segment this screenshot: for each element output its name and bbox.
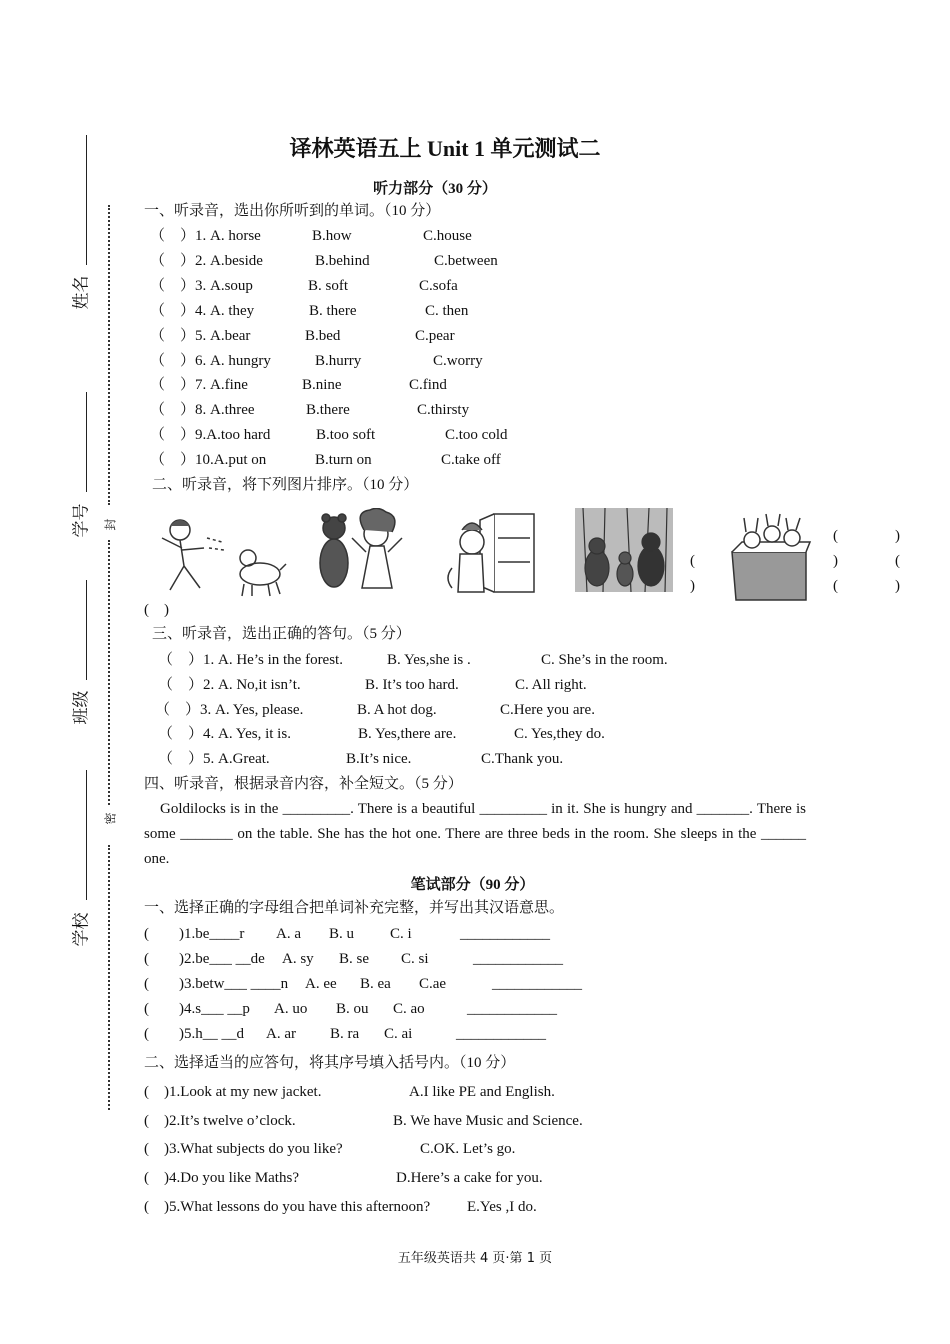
word-option-c-3: C.sofa <box>419 277 458 294</box>
seal-mark-feng: 封 <box>103 518 118 531</box>
reply-option-c-3: C.Here you are. <box>500 701 595 718</box>
word-question-2: （ ）2. A.beside <box>150 252 263 269</box>
letters-option-c-3: C.ae <box>419 976 447 992</box>
response-option-4: D.Here’s a cake for you. <box>396 1170 543 1187</box>
picture-boy-and-dog <box>152 508 287 600</box>
margin-label-name: 姓名 <box>71 275 92 310</box>
response-question-3: ( )3.What subjects do you like? <box>144 1141 343 1158</box>
reply-question-1: （ ）1. A. He’s in the forest. <box>158 652 343 668</box>
seal-dotted-line-1 <box>108 205 110 505</box>
response-question-1: ( )1.Look at my new jacket. <box>144 1084 322 1100</box>
picture-bear-and-girl <box>310 508 412 592</box>
word-option-c-2: C.between <box>434 252 498 269</box>
reply-option-b-5: B.It’s nice. <box>346 751 412 768</box>
blank-open-1: ( <box>833 528 838 544</box>
margin-line-3 <box>86 580 87 680</box>
word-option-c-9: C.too cold <box>445 427 508 444</box>
margin-label-school: 学校 <box>71 912 92 947</box>
word-option-c-8: C.thirsty <box>417 402 470 419</box>
letters-option-a-4: A. uo <box>274 1001 308 1017</box>
letters-option-b-2: B. se <box>339 951 369 967</box>
writing-s2-title: 二、选择适当的应答句，将其序号填入括号内。（10 分） <box>144 1055 516 1071</box>
meaning-blank-4: ____________ <box>467 1001 557 1017</box>
listening-s3-title: 三、听录音，选出正确的答句。（5 分） <box>152 626 411 642</box>
listening-s4-title: 四、听录音，根据录音内容，补全短文。（5 分） <box>144 776 463 792</box>
word-option-b-6: B.hurry <box>315 352 362 369</box>
listening-heading: 听力部分（30 分） <box>373 181 497 197</box>
word-question-4: （ ）4. A. they <box>150 302 255 319</box>
response-option-5: E.Yes ,I do. <box>467 1198 537 1215</box>
reply-option-b-1: B. Yes,she is . <box>387 652 471 668</box>
word-question-10: （ ）10.A.put on <box>150 452 267 469</box>
word-question-9: （ ）9.A.too hard <box>150 427 271 444</box>
blank-close-2b: ) <box>690 578 695 594</box>
response-question-2: ( )2.It’s twelve o’clock. <box>144 1112 296 1129</box>
word-option-c-1: C.house <box>423 228 472 244</box>
reply-question-3: （ ）3. A. Yes, please. <box>155 701 304 718</box>
margin-label-student-id: 学号 <box>71 503 92 538</box>
word-question-1: （ ）1. A. horse <box>150 228 261 244</box>
listening-s1-title: 一、听录音，选出你所听到的单词。（10 分） <box>144 203 441 219</box>
letters-option-b-1: B. u <box>329 926 355 942</box>
word-option-b-7: B.nine <box>302 377 342 394</box>
letters-option-b-4: B. ou <box>336 1001 369 1017</box>
blank-open-4: ( <box>833 578 838 594</box>
response-option-2: B. We have Music and Science. <box>393 1112 583 1129</box>
letters-option-c-2: C. si <box>401 951 429 967</box>
letters-question-5: ( )5.h__ __d <box>144 1026 244 1042</box>
blank-last: ( ) <box>144 602 169 618</box>
picture-bears-in-forest <box>575 508 673 592</box>
listening-s2-title: 二、听录音，将下列图片排序。（10 分） <box>152 477 419 493</box>
reply-option-c-4: C. Yes,they do. <box>514 726 605 743</box>
word-option-b-4: B. there <box>309 302 357 319</box>
letters-option-a-3: A. ee <box>305 976 337 992</box>
word-option-b-3: B. soft <box>308 277 349 294</box>
reply-option-b-4: B. Yes,there are. <box>358 726 457 743</box>
word-option-b-10: B.turn on <box>315 452 372 469</box>
blank-open-3: ( <box>895 553 900 569</box>
letters-option-b-5: B. ra <box>330 1026 360 1042</box>
writing-heading: 笔试部分（90 分） <box>410 877 535 893</box>
letters-option-a-1: A. a <box>276 926 301 942</box>
reply-question-5: （ ）5. A.Great. <box>158 751 270 768</box>
letters-option-a-5: A. ar <box>266 1026 296 1042</box>
word-option-c-5: C.pear <box>415 327 455 344</box>
word-question-7: （ ）7. A.fine <box>150 377 248 394</box>
response-option-3: C.OK. Let’s go. <box>420 1141 516 1158</box>
word-question-5: （ ）5. A.bear <box>150 327 251 344</box>
word-option-b-5: B.bed <box>305 327 341 344</box>
picture-tiger-and-fridge <box>444 508 538 594</box>
letters-option-c-1: C. i <box>390 926 412 942</box>
margin-label-class: 班级 <box>71 690 92 725</box>
seal-dotted-line-2 <box>108 540 110 805</box>
word-option-b-9: B.too soft <box>316 427 376 444</box>
word-question-6: （ ）6. A. hungry <box>150 352 271 369</box>
letters-question-3: ( )3.betw___ ____n <box>144 976 289 992</box>
writing-s1-title: 一、选择正确的字母组合把单词补充完整，并写出其汉语意思。 <box>144 900 565 916</box>
letters-option-b-3: B. ea <box>360 976 391 992</box>
margin-line-2 <box>86 392 87 492</box>
word-option-c-10: C.take off <box>441 452 501 469</box>
word-option-c-7: C.find <box>409 377 447 394</box>
letters-option-a-2: A. sy <box>282 951 314 967</box>
meaning-blank-5: ____________ <box>456 1026 546 1042</box>
reply-question-2: （ ）2. A. No,it isn’t. <box>158 676 301 693</box>
reply-option-c-2: C. All right. <box>515 676 587 693</box>
seal-mark-mi: 密 <box>103 812 118 825</box>
blank-close-4: ) <box>895 578 900 594</box>
reply-option-b-3: B. A hot dog. <box>357 701 437 718</box>
letters-question-4: ( )4.s___ __p <box>144 1001 250 1017</box>
response-question-5: ( )5.What lessons do you have this afternoon? <box>144 1198 431 1215</box>
word-option-c-4: C. then <box>425 302 469 319</box>
blank-open-2: ( <box>690 553 695 569</box>
letters-question-1: ( )1.be____r <box>144 926 245 942</box>
page-footer: 五年级英语共 4 页·第 1 页 <box>397 1251 553 1266</box>
response-option-1: A.I like PE and English. <box>409 1084 555 1100</box>
blank-close-1: ) <box>895 528 900 544</box>
page-title: 译林英语五上 Unit 1 单元测试二 <box>289 136 601 161</box>
meaning-blank-3: ____________ <box>492 976 582 992</box>
reply-question-4: （ ）4. A. Yes, it is. <box>158 726 291 743</box>
meaning-blank-1: ____________ <box>460 926 550 942</box>
word-option-b-2: B.behind <box>315 252 370 269</box>
reply-option-b-2: B. It’s too hard. <box>365 676 459 693</box>
word-question-3: （ ）3. A.soup <box>150 277 253 294</box>
word-question-8: （ ）8. A.three <box>150 402 255 419</box>
response-question-4: ( )4.Do you like Maths? <box>144 1170 299 1187</box>
blank-close-2: ) <box>833 553 838 569</box>
word-option-b-1: B.how <box>312 228 352 244</box>
listening-s4-passage: Goldilocks is in the _________. There is a beautiful _________ in it. She is hungry and _______. There is some _______ on the table. She has the hot one. There are three beds in the room. She sleeps in the ______ one. <box>144 801 806 867</box>
letters-question-2: ( )2.be___ __de <box>144 951 265 967</box>
word-option-c-6: C.worry <box>433 352 483 369</box>
letters-option-c-4: C. ao <box>393 1001 425 1017</box>
word-option-b-8: B.there <box>306 402 350 419</box>
reply-option-c-5: C.Thank you. <box>481 751 564 768</box>
reply-option-c-1: C. She’s in the room. <box>541 652 668 668</box>
meaning-blank-2: ____________ <box>473 951 563 967</box>
picture-toys-in-box <box>726 512 812 602</box>
letters-option-c-5: C. ai <box>384 1026 413 1042</box>
